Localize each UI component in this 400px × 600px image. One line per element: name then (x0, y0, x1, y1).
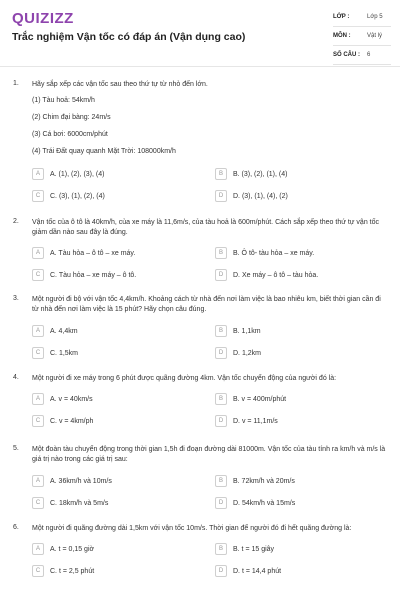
option-d[interactable] (215, 345, 261, 361)
option-letter-box: A (32, 325, 44, 337)
worksheet-title: Trắc nghiệm Vận tốc có đáp án (Vận dụng cao) (12, 31, 246, 43)
option-letter-box: C (32, 269, 44, 281)
option-d[interactable] (215, 267, 318, 283)
option-text: D. t = 14,4 phút (233, 567, 282, 575)
option-b[interactable] (215, 541, 274, 557)
option-text: A. v = 40km/s (50, 395, 93, 403)
option-c[interactable] (32, 495, 108, 511)
option-letter-box: A (32, 168, 44, 180)
meta-row-grade (333, 8, 391, 27)
option-letter-box: B (215, 393, 227, 405)
option-letter-box: B (215, 543, 227, 555)
option-d[interactable] (215, 413, 278, 429)
meta-value: Lớp 5 (367, 14, 383, 20)
option-b[interactable] (215, 166, 287, 182)
header-divider (0, 66, 400, 67)
meta-row-count (333, 46, 391, 65)
worksheet-meta (333, 8, 391, 65)
option-letter-box: C (32, 415, 44, 427)
option-letter-box: A (32, 247, 44, 259)
option-b[interactable] (215, 391, 286, 407)
question-text: Một người đi bộ với vận tốc 4,4km/h. Khoảng cách từ nhà đến nơi làm việc là bao nhiêu km, biết thời gian cần đi từ nhà đến nơi làm việc là 15 phút? Hãy chọn câu đúng. (32, 296, 381, 313)
option-letter-box: C (32, 497, 44, 509)
option-c[interactable] (32, 267, 136, 283)
option-letter-box: D (215, 190, 227, 202)
option-letter-box: A (32, 393, 44, 405)
option-text: B. (3), (2), (1), (4) (233, 170, 288, 178)
worksheet-header (0, 0, 400, 66)
question-number: 1. (13, 80, 19, 87)
option-letter-box: D (215, 565, 227, 577)
option-text: B. t = 15 giây (233, 545, 275, 553)
option-b[interactable] (215, 323, 261, 339)
question-text: Một người đi quãng đường dài 1,5km với vận tốc 10m/s. Thời gian để người đó đi hết quãng đường là: (32, 525, 352, 532)
option-a[interactable] (32, 166, 104, 182)
meta-row-subject (333, 27, 391, 46)
option-text: D. 54km/h và 15m/s (233, 499, 296, 507)
question-subline: (3) Cá bơi: 6000cm/phút (32, 131, 108, 138)
option-letter-box: B (215, 475, 227, 487)
meta-value: Vật lý (367, 33, 383, 39)
option-a[interactable] (32, 323, 78, 339)
option-c[interactable] (32, 345, 78, 361)
option-c[interactable] (32, 563, 94, 579)
question-number: 5. (13, 445, 19, 452)
question-number: 6. (13, 524, 19, 531)
option-c[interactable] (32, 188, 105, 204)
option-a[interactable] (32, 541, 94, 557)
option-b[interactable] (215, 245, 314, 261)
option-text: C. Tàu hỏa – xe máy – ô tô. (50, 271, 137, 279)
option-text: A. (1), (2), (3), (4) (50, 170, 105, 178)
question-subline: (4) Trái Đất quay quanh Mặt Trời: 108000km/h (32, 148, 176, 155)
option-text: D. v = 11,1m/s (233, 417, 278, 425)
option-text: B. 1,1km (233, 327, 261, 335)
option-letter-box: C (32, 190, 44, 202)
question-number: 3. (13, 295, 19, 302)
option-c[interactable] (32, 413, 93, 429)
question-text: Hãy sắp xếp các vận tốc sau theo thứ tự từ nhỏ đến lớn. (32, 81, 208, 88)
option-letter-box: D (215, 415, 227, 427)
option-text: A. 4,4km (50, 327, 78, 335)
option-text: C. 18km/h và 5m/s (50, 499, 109, 507)
meta-value: 6 (367, 52, 371, 58)
option-letter-box: B (215, 247, 227, 259)
meta-label: SỐ CÂU : (333, 52, 360, 58)
option-letter-box: D (215, 497, 227, 509)
option-text: C. 1,5km (50, 349, 79, 357)
option-text: C. (3), (1), (2), (4) (50, 192, 105, 200)
question-number: 2. (13, 218, 19, 225)
option-letter-box: D (215, 269, 227, 281)
option-text: C. t = 2,5 phút (50, 567, 95, 575)
option-a[interactable] (32, 473, 112, 489)
option-text: D. (3), (1), (4), (2) (233, 192, 288, 200)
option-b[interactable] (215, 473, 295, 489)
option-text: B. v = 400m/phút (233, 395, 287, 403)
question-subline: (2) Chim đại bàng: 24m/s (32, 114, 111, 121)
option-d[interactable] (215, 188, 288, 204)
option-text: B. Ô tô- tàu hỏa – xe máy. (233, 249, 315, 257)
option-letter-box: B (215, 325, 227, 337)
option-letter-box: C (32, 347, 44, 359)
option-a[interactable] (32, 245, 135, 261)
question-text: Vận tốc của ô tô là 40km/h, của xe máy là 11,6m/s, của tàu hoả là 600m/phút. Cách sắp xếp theo thứ tự vận tốc giảm dần nào sau đây là đúng. (32, 219, 379, 236)
option-text: A. Tàu hỏa – ô tô – xe máy. (50, 249, 136, 257)
option-letter-box: C (32, 565, 44, 577)
option-a[interactable] (32, 391, 93, 407)
option-text: D. Xe máy – ô tô – tàu hỏa. (233, 271, 319, 279)
option-text: B. 72km/h và 20m/s (233, 477, 295, 485)
option-letter-box: A (32, 475, 44, 487)
option-letter-box: D (215, 347, 227, 359)
option-text: A. 36km/h và 10m/s (50, 477, 112, 485)
quizizz-logo: QUIZIZZ (12, 10, 74, 27)
meta-label: LỚP : (333, 14, 350, 20)
option-text: D. 1,2km (233, 349, 262, 357)
question-text: Một đoàn tàu chuyển động trong thời gian 1,5h đi đoạn đường dài 81000m. Vận tốc của tàu tính ra km/h và m/s là giá trị nào trong các giá trị sau: (32, 446, 386, 463)
option-d[interactable] (215, 495, 295, 511)
option-d[interactable] (215, 563, 281, 579)
option-text: A. t = 0,15 giờ (50, 545, 95, 553)
option-letter-box: A (32, 543, 44, 555)
question-subline: (1) Tàu hoả: 54km/h (32, 97, 95, 104)
question-number: 4. (13, 374, 19, 381)
question-text: Một người đi xe máy trong 6 phút được quãng đường 4km. Vận tốc chuyển động của người đó là: (32, 375, 337, 382)
option-text: C. v = 4km/ph (50, 417, 94, 425)
option-letter-box: B (215, 168, 227, 180)
meta-label: MÔN : (333, 33, 351, 39)
